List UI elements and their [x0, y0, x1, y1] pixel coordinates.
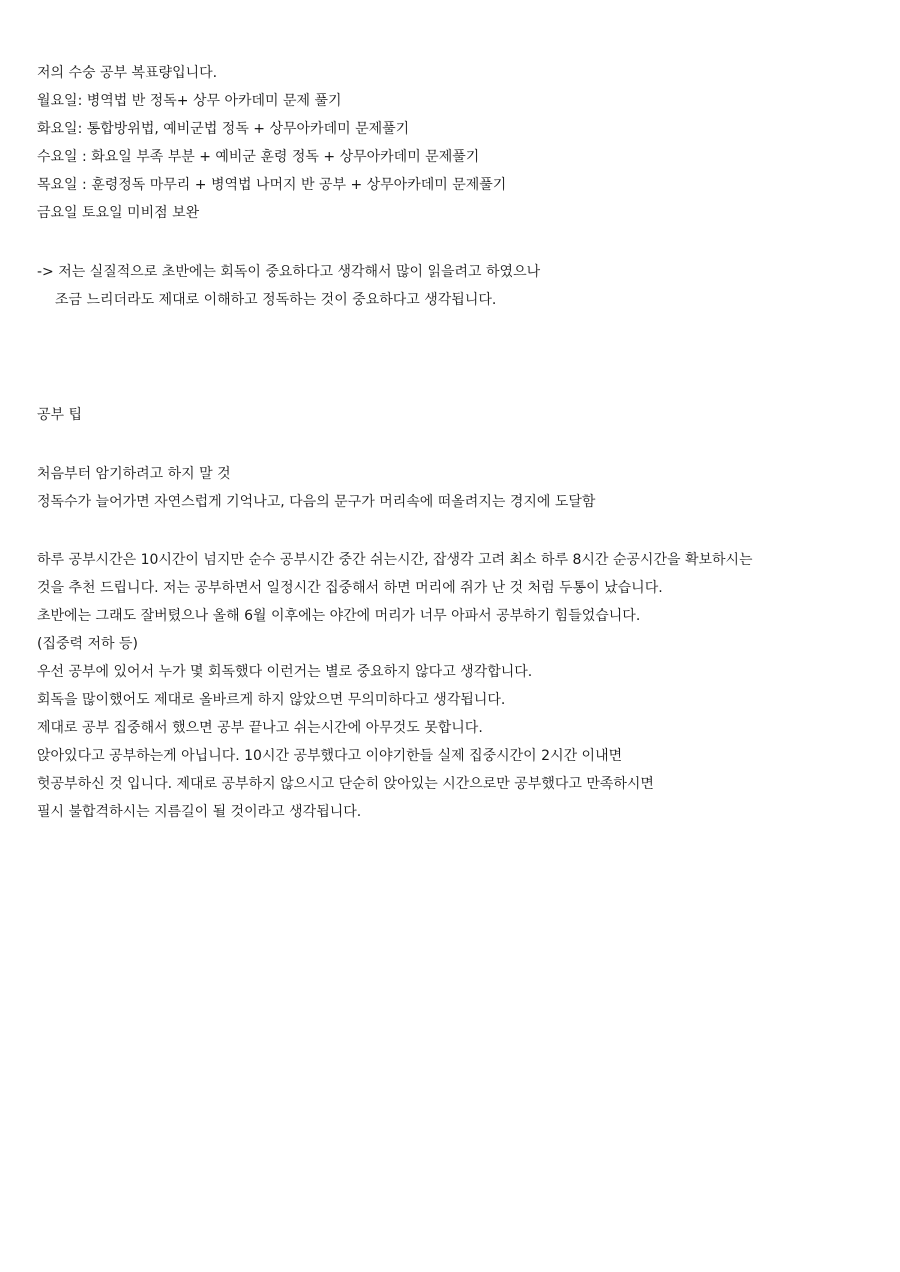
schedule-wednesday: 수요일 : 화요일 부족 부분 + 예비군 훈령 정독 + 상무아카데미 문제풀기: [37, 149, 480, 165]
tip-1-line-1: 처음부터 암기하려고 하지 말 것: [37, 466, 231, 482]
paragraph-line: 앉아있다고 공부하는게 아닙니다. 10시간 공부했다고 이야기한들 실제 집중시간이 2시간 이내면: [37, 748, 623, 764]
schedule-fri-sat: 금요일 토요일 미비점 보완: [37, 205, 200, 221]
tips-heading: 공부 팁: [37, 407, 83, 423]
schedule-title: 저의 수숭 공부 복표량입니다.: [37, 65, 218, 81]
paragraph-line: 초반에는 그래도 잘버텼으나 올해 6월 이후에는 야간에 머리가 너무 아파서 공부하기 힘들었습니다.: [37, 608, 641, 624]
paragraph-line: 제대로 공부 집중해서 했으면 공부 끝나고 쉬는시간에 아무것도 못합니다.: [37, 720, 483, 736]
paragraph-line: 하루 공부시간은 10시간이 넘지만 순수 공부시간 중간 쉬는시간, 잡생각 고려 최소 하루 8시간 순공시간을 확보하시는: [37, 552, 753, 568]
schedule-thursday: 목요일 : 훈령정독 마무리 + 병역법 나머지 반 공부 + 상무아카데미 문제풀기: [37, 177, 507, 193]
paragraph-line: 필시 불합격하시는 지름길이 될 것이라고 생각됩니다.: [37, 804, 362, 820]
schedule-tuesday: 화요일: 통합방위법, 예비군법 정독 + 상무아카데미 문제풀기: [37, 121, 410, 137]
note-line-2: 조금 느리더라도 제대로 이해하고 정독하는 것이 중요하다고 생각됩니다.: [55, 292, 497, 308]
paragraph-line: (집중력 저하 등): [37, 636, 138, 652]
tip-1-line-2: 정독수가 늘어가면 자연스럽게 기억나고, 다음의 문구가 머리속에 떠올려지는 경지에 도달함: [37, 494, 596, 510]
note-line-1: -> 저는 실질적으로 초반에는 회독이 중요하다고 생각해서 많이 읽을려고 하였으나: [37, 264, 541, 280]
schedule-monday: 월요일: 병역법 반 정독+ 상무 아카데미 문제 풀기: [37, 93, 342, 109]
paragraph-line: 회독을 많이했어도 제대로 올바르게 하지 않았으면 무의미하다고 생각됩니다.: [37, 692, 506, 708]
paragraph-line: 것을 추천 드립니다. 저는 공부하면서 일정시간 집중해서 하면 머리에 쥐가 난 것 처럼 두통이 났습니다.: [37, 580, 663, 596]
paragraph-line: 헛공부하신 것 입니다. 제대로 공부하지 않으시고 단순히 앉아있는 시간으로만 공부했다고 만족하시면: [37, 776, 654, 792]
paragraph-line: 우선 공부에 있어서 누가 몇 회독했다 이런거는 별로 중요하지 않다고 생각합니다.: [37, 664, 533, 680]
